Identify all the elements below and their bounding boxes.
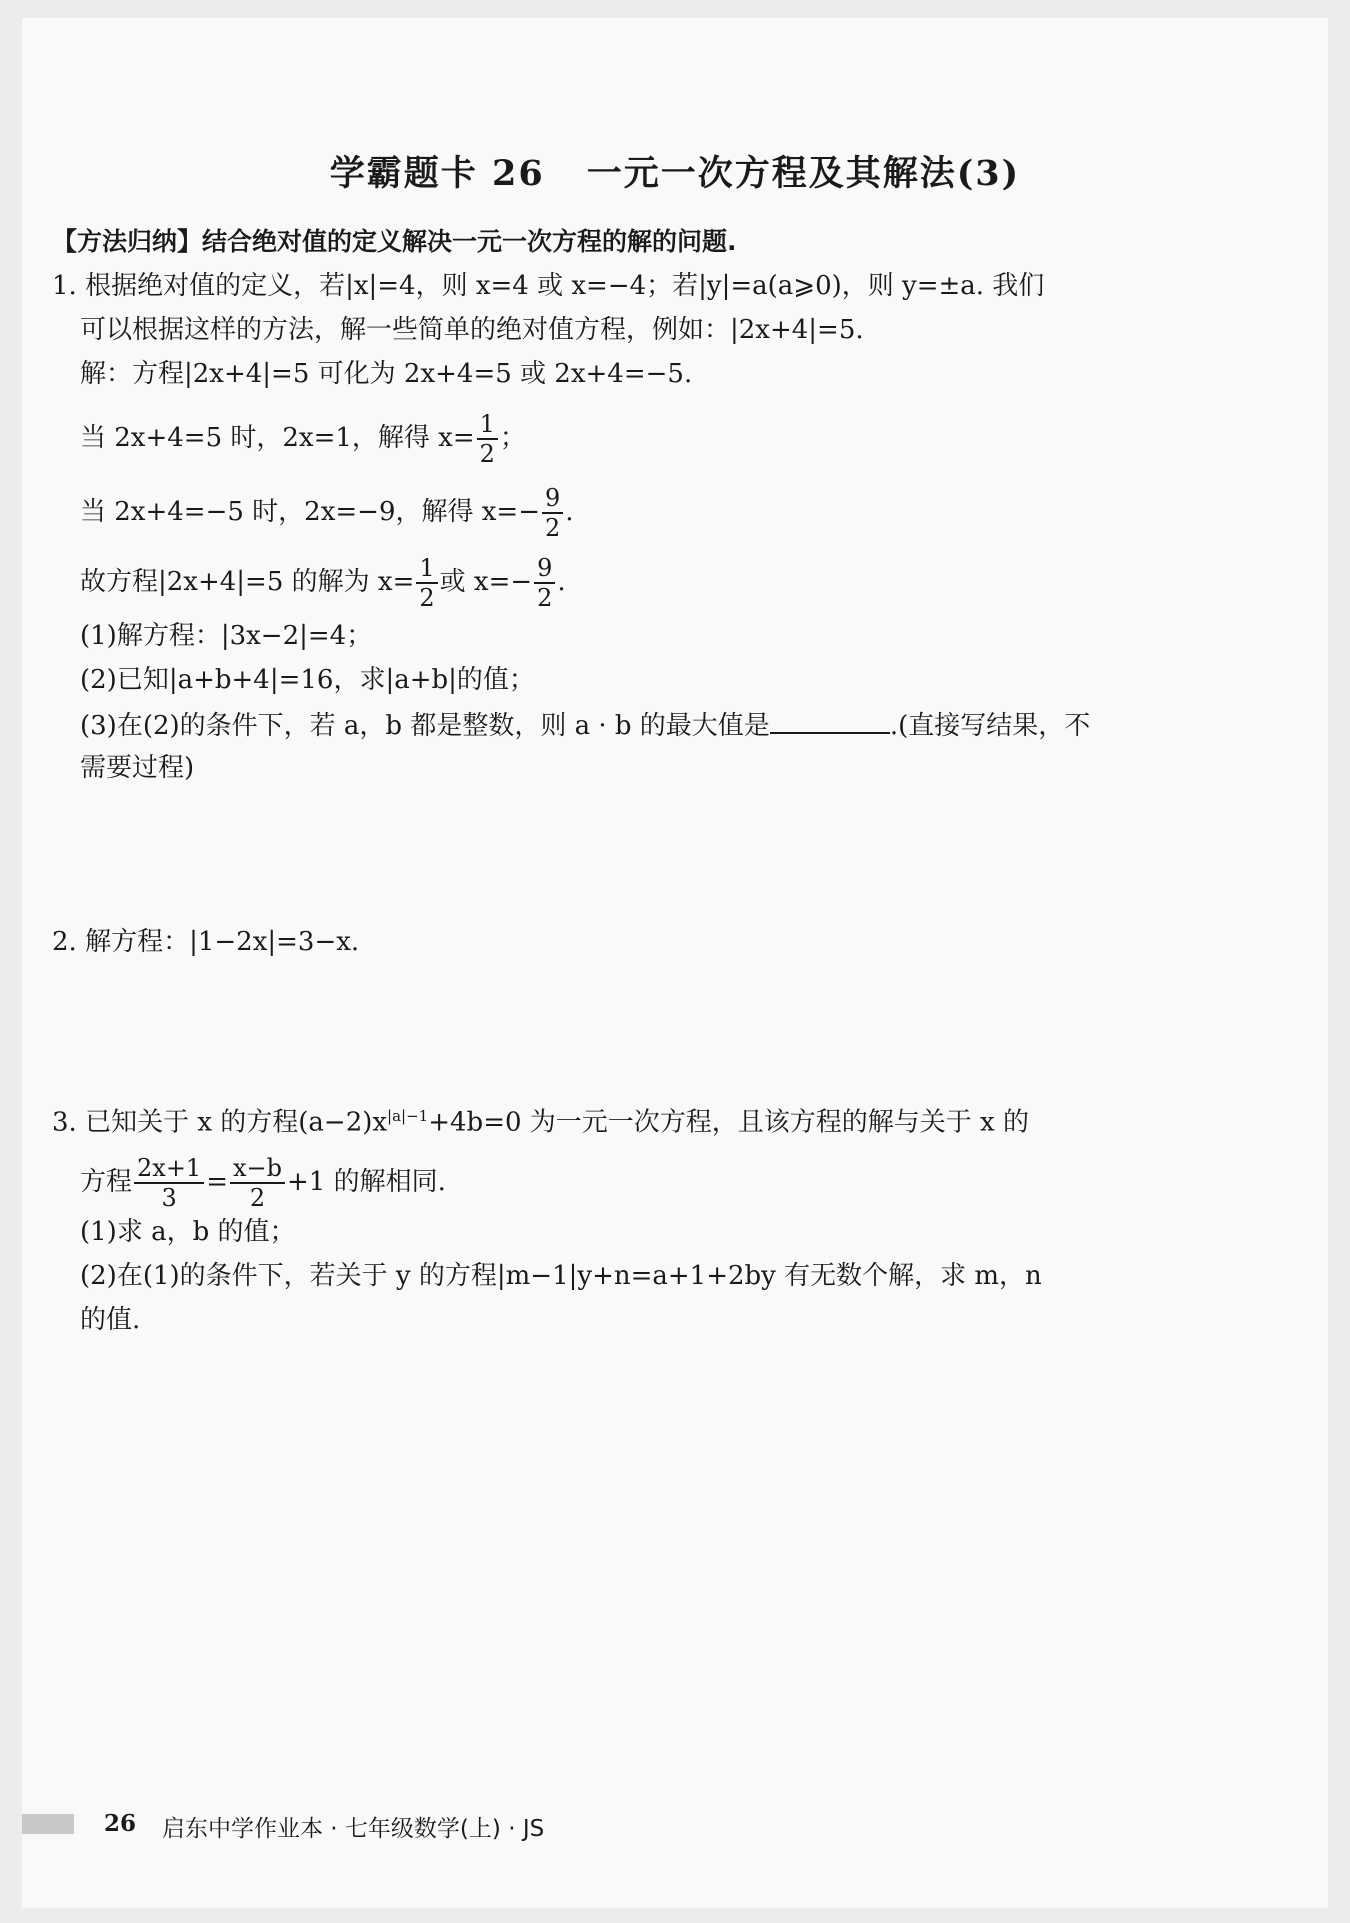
method-summary: 【方法归纳】结合绝对值的定义解决一元一次方程的解的问题.	[52, 227, 737, 256]
equals-sign: =	[206, 1167, 228, 1197]
q1-conclusion-text: 故方程|2x+4|=5 的解为 x=	[80, 567, 415, 597]
q3-subquestion-2-cont: 的值.	[80, 1305, 141, 1335]
title-topic: 一元一次方程及其解法(3)	[586, 153, 1021, 194]
page-title	[22, 146, 1328, 196]
fraction	[534, 554, 555, 612]
q3-line-1	[52, 1098, 1029, 1141]
q1-solution-line-1: 解：方程|2x+4|=5 可化为 2x+4=5 或 2x+4=−5.	[80, 359, 693, 389]
worksheet-page	[22, 18, 1328, 1908]
fraction-denominator: 2	[249, 1184, 266, 1212]
q1-solution-line-4	[80, 554, 566, 612]
q3-line-1-start: 3. 已知关于 x 的方程(a−2)x	[52, 1107, 388, 1138]
fraction	[542, 484, 563, 542]
fraction-numerator: 9	[542, 484, 563, 514]
fraction	[230, 1154, 285, 1212]
q1-subquestion-2: (2)已知|a+b+4|=16，求|a+b|的值；	[80, 665, 535, 695]
fraction-denominator: 2	[419, 584, 435, 612]
book-title: 启东中学作业本 · 七年级数学(上) · JS	[162, 1816, 545, 1842]
fraction-numerator: 2x+1	[134, 1154, 204, 1184]
page-number: 26	[104, 1810, 137, 1837]
q1-case1-end: ；	[499, 423, 526, 453]
q1-conclusion-mid: 或 x=−	[439, 567, 533, 597]
q1-subquestion-3-cont: 需要过程)	[80, 753, 195, 783]
q3-subquestion-1: (1)求 a，b 的值；	[80, 1217, 296, 1247]
q1-line-2: 可以根据这样的方法，解一些简单的绝对值方程，例如：|2x+4|=5.	[80, 315, 864, 345]
q3-equation-end: +1 的解相同.	[287, 1167, 446, 1197]
fraction-numerator: 1	[416, 554, 437, 584]
q2-text: 2. 解方程：|1−2x|=3−x.	[52, 927, 360, 957]
fraction	[416, 554, 437, 612]
q1-case1-text: 当 2x+4=5 时，2x=1，解得 x=	[80, 423, 475, 453]
q1-line-1: 1. 根据绝对值的定义，若|x|=4，则 x=4 或 x=−4；若|y|=a(a⩾0)，则 y=±a. 我们	[52, 271, 1045, 301]
fraction	[477, 410, 498, 468]
q1-subquestion-3-end: .(直接写结果，不	[889, 711, 1091, 741]
q1-conclusion-end: .	[557, 567, 566, 597]
answer-blank[interactable]	[770, 706, 890, 734]
q3-exponent: |a|−1	[387, 1107, 429, 1125]
fraction-numerator: 9	[534, 554, 555, 584]
q3-equation-label: 方程	[80, 1167, 133, 1197]
q1-solution-line-2	[80, 410, 526, 468]
fraction-numerator: x−b	[230, 1154, 285, 1184]
q3-line-1-end: +4b=0 为一元一次方程，且该方程的解与关于 x 的	[428, 1107, 1029, 1138]
fraction	[134, 1154, 204, 1212]
q1-subquestion-3-text: (3)在(2)的条件下，若 a，b 都是整数，则 a · b 的最大值是	[80, 711, 770, 741]
q1-subquestion-1: (1)解方程：|3x−2|=4；	[80, 621, 373, 651]
q1-solution-line-3	[80, 484, 574, 542]
footer-bar	[22, 1814, 74, 1834]
title-card-number: 学霸题卡 26	[329, 153, 545, 194]
q3-line-2	[80, 1154, 446, 1212]
page-footer	[22, 1804, 622, 1844]
fraction-denominator: 3	[161, 1184, 177, 1212]
fraction-denominator: 2	[479, 440, 495, 468]
fraction-denominator: 2	[545, 514, 561, 542]
fraction-numerator: 1	[477, 410, 498, 440]
q1-subquestion-3	[80, 706, 1090, 744]
fraction-denominator: 2	[537, 584, 553, 612]
q1-case2-text: 当 2x+4=−5 时，2x=−9，解得 x=−	[80, 497, 540, 527]
q3-subquestion-2: (2)在(1)的条件下，若关于 y 的方程|m−1|y+n=a+1+2by 有无数个解，求 m，n	[80, 1261, 1042, 1291]
q1-case2-end: .	[565, 497, 574, 527]
